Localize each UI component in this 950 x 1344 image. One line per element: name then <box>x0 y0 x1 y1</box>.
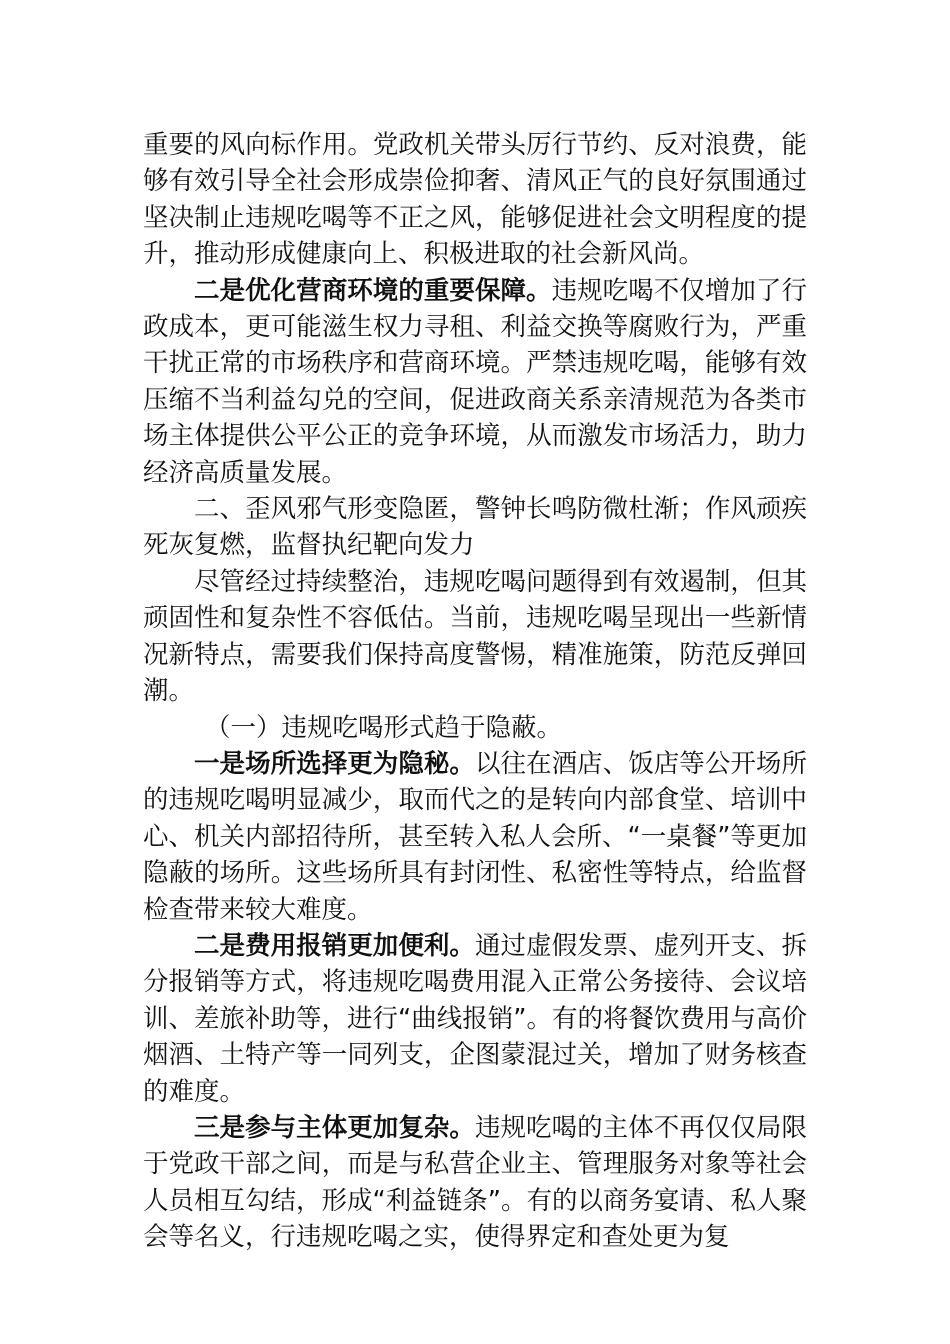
section-heading-two <box>143 491 807 564</box>
paragraph-lead: 三是参与主体更加复杂。 <box>194 1112 475 1143</box>
paragraph-lead: 一是场所选择更为隐秘。 <box>194 748 475 779</box>
paragraph-text: 以往在酒店、饭店等公开场所的违规吃喝明显减少，取而代之的是转向内部食堂、培训中心、机关内部招待所，甚至转入私人会所、“一桌餐”等更加隐蔽的场所。这些场所具有封闭性、私密性等特点，给监督检查带来较大难度。 <box>143 748 807 925</box>
document-body <box>143 127 807 1256</box>
paragraph-business-environment <box>143 273 807 491</box>
paragraph-text: 违规吃喝不仅增加了行政成本，更可能滋生权力寻租、利益交换等腐败行为，严重干扰正常的市场秩序和营商环境。严禁违规吃喝，能够有效压缩不当利益勾兑的空间，促进政商关系亲清规范为各类市场主体提供公平公正的竞争环境，从而激发市场活力，助力经济高质量发展。 <box>143 275 807 488</box>
paragraph-participants <box>143 1110 807 1256</box>
paragraph-lead: 二是优化营商环境的重要保障。 <box>194 275 552 306</box>
paragraph-text: 通过虚假发票、虚列开支、拆分报销等方式，将违规吃喝费用混入正常公务接待、会议培训、差旅补助等，进行“曲线报销”。有的将餐饮费用与高价烟酒、土特产等一同列支，企图蒙混过关，增加了财务核查的难度。 <box>143 930 807 1107</box>
paragraph-text: 重要的风向标作用。党政机关带头厉行节约、反对浪费，能够有效引导全社会形成崇俭抑奢、清风正气的良好氛围通过坚决制止违规吃喝等不正之风，能够促进社会文明程度的提升，推动形成健康向上、积极进取的社会新风尚。 <box>143 130 807 270</box>
subsection-heading-one <box>143 710 807 746</box>
paragraph-lead: 二是费用报销更加便利。 <box>194 930 475 961</box>
heading-text: 二、歪风邪气形变隐匿，警钟长鸣防微杜渐；作风顽疾死灰复燃，监督执纪靶向发力 <box>143 494 807 561</box>
paragraph-intro <box>143 564 807 710</box>
heading-text: （一）违规吃喝形式趋于隐蔽。 <box>205 712 563 743</box>
paragraph-text: 违规吃喝的主体不再仅仅局限于党政干部之间，而是与私营企业主、管理服务对象等社会人员相互勾结，形成“利益链条”。有的以商务宴请、私人聚会等名义，行违规吃喝之实，使得界定和查处更为复 <box>143 1112 807 1253</box>
paragraph-reimbursement <box>143 928 807 1110</box>
paragraph-social-atmosphere <box>143 127 807 273</box>
paragraph-text: 尽管经过持续整治，违规吃喝问题得到有效遏制，但其顽固性和复杂性不容低估。当前，违规吃喝呈现出一些新情况新特点，需要我们保持高度警惕，精准施策，防范反弹回潮。 <box>143 566 807 707</box>
paragraph-venue <box>143 746 807 928</box>
